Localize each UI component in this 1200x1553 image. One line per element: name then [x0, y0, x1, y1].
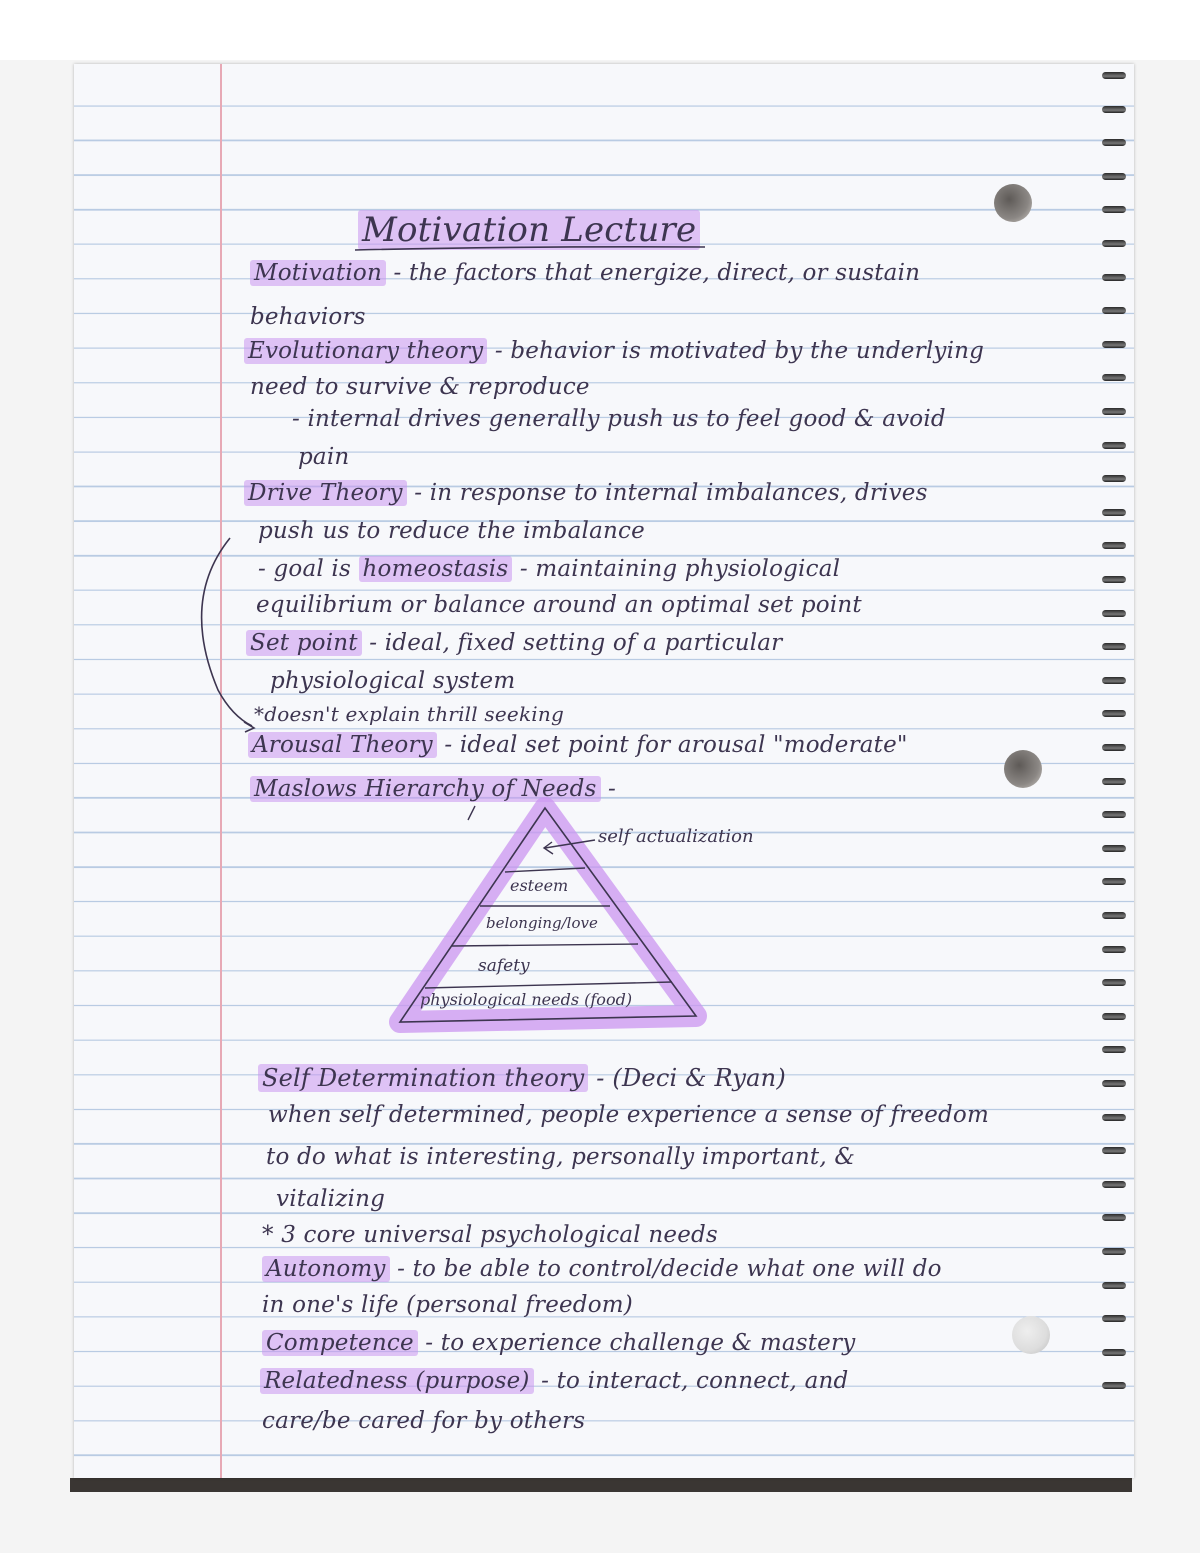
note-line-22 — [262, 1292, 633, 1318]
title-text: Motivation Lecture — [358, 210, 700, 250]
line-text: push us to reduce the imbalance — [258, 518, 645, 544]
note-line-23 — [262, 1330, 855, 1356]
term-competence: Competence — [262, 1330, 418, 1356]
separator: - — [406, 480, 430, 506]
separator: - — [487, 338, 511, 364]
separator: - — [600, 776, 617, 802]
term-maslows-hierarchy: Maslows Hierarchy of Needs — [250, 776, 601, 802]
term-set-point: Set point — [246, 630, 362, 656]
term-relatedness: Relatedness (purpose) — [260, 1368, 534, 1394]
line-text: *doesn't explain thrill seeking — [254, 702, 564, 726]
term-self-determination-theory: Self Determination theory — [258, 1064, 588, 1092]
term-drive-theory: Drive Theory — [244, 480, 407, 506]
line-text: when self determined, people experience a sense of freedom — [268, 1102, 989, 1128]
term-motivation: Motivation — [250, 260, 386, 286]
line-text: - internal drives generally push us to feel good & avoid — [292, 406, 946, 432]
line-text: in one's life (personal freedom) — [262, 1292, 633, 1318]
line-prefix: - goal is — [258, 556, 359, 582]
pyramid-level-belonging: belonging/love — [486, 914, 598, 932]
note-line-16 — [258, 1064, 786, 1092]
pyramid-level-esteem: esteem — [510, 876, 569, 895]
line-text: ideal set point for arousal "moderate" — [459, 732, 908, 758]
separator: - — [389, 1256, 413, 1282]
note-line-25 — [262, 1408, 585, 1434]
note-line-21 — [262, 1256, 942, 1282]
pyramid-level-physiological: physiological needs (food) — [420, 990, 633, 1009]
note-line-18 — [266, 1144, 855, 1170]
term-arousal-theory: Arousal Theory — [248, 732, 437, 758]
line-text: equilibrium or balance around an optimal set point — [256, 592, 862, 618]
line-text: to interact, connect, and — [556, 1368, 849, 1394]
line-text: to experience challenge & mastery — [440, 1330, 856, 1356]
separator: - — [361, 630, 385, 656]
term-autonomy: Autonomy — [262, 1256, 390, 1282]
line-text: physiological system — [270, 668, 516, 694]
separator: - — [533, 1368, 557, 1394]
separator: - — [588, 1064, 613, 1092]
line-text: to be able to control/decide what one will do — [412, 1256, 942, 1282]
line-text: * 3 core universal psychological needs — [262, 1222, 718, 1248]
term-evolutionary-theory: Evolutionary theory — [244, 338, 487, 364]
pyramid-level-safety: safety — [478, 956, 530, 976]
pyramid-top-label: self actualization — [598, 826, 754, 847]
note-line-19 — [276, 1186, 385, 1212]
line-text: (Deci & Ryan) — [612, 1064, 786, 1092]
line-text: maintaining physiological — [535, 556, 841, 582]
line-text: pain — [298, 444, 350, 470]
separator: - — [512, 556, 536, 582]
note-line-24 — [260, 1368, 848, 1394]
term-homeostasis: homeostasis — [359, 556, 513, 582]
line-text: the factors that energize, direct, or sustain — [408, 260, 921, 286]
line-text: care/be cared for by others — [262, 1408, 586, 1434]
separator: - — [385, 260, 409, 286]
line-text: ideal, fixed setting of a particular — [384, 630, 783, 656]
line-text: need to survive & reproduce — [250, 374, 590, 400]
separator: - — [436, 732, 460, 758]
line-text: vitalizing — [276, 1186, 386, 1212]
note-line-17 — [268, 1102, 989, 1128]
line-text: behaviors — [250, 304, 366, 330]
line-text: in response to internal imbalances, drives — [429, 480, 928, 506]
separator: - — [417, 1330, 441, 1356]
line-text: to do what is interesting, personally important, & — [266, 1144, 856, 1170]
note-line-20 — [262, 1222, 718, 1248]
line-text: behavior is motivated by the underlying — [510, 338, 985, 364]
